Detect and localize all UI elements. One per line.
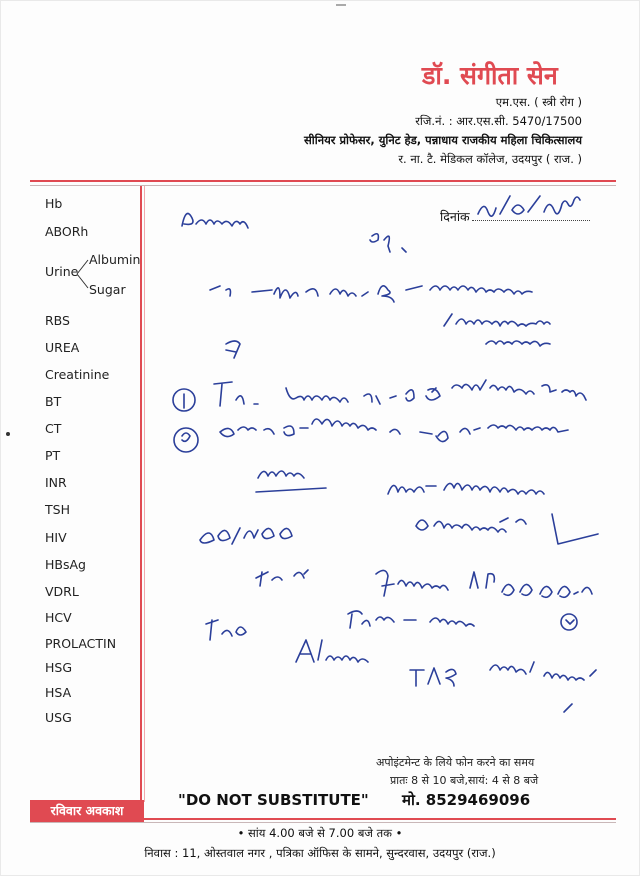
doctor-name: डॉ. संगीता सेन (422, 61, 558, 90)
appointment-info-title: अपोइंटमेन्ट के लिये फोन करने का समय (376, 756, 535, 769)
test-vdrl: VDRL (45, 584, 79, 599)
registration-number: रजि.नं. : आर.एस.सी. 5470/17500 (415, 114, 582, 128)
test-tsh: TSH (45, 502, 70, 517)
test-ct: CT (45, 421, 62, 436)
test-aborh: ABORh (45, 224, 89, 239)
do-not-substitute: "DO NOT SUBSTITUTE" (178, 791, 369, 809)
test-usg: USG (45, 710, 72, 725)
sunday-holiday-badge: रविवार अवकाश (30, 800, 144, 822)
test-bt: BT (45, 394, 62, 409)
test-hcv: HCV (45, 610, 72, 625)
clinic-timing: • सांय 4.00 बजे से 7.00 बजे तक • (237, 826, 403, 840)
test-sugar: Sugar (89, 282, 126, 297)
footer-rule-gray (30, 822, 616, 823)
test-hsg: HSG (45, 660, 73, 675)
college-name: र. ना. टै. मेडिकल कॉलेज, उदयपुर ( राज. ) (398, 152, 582, 166)
test-creatinine: Creatinine (45, 367, 110, 382)
test-prolactin: PROLACTIN (45, 636, 117, 651)
test-hsa: HSA (45, 685, 72, 700)
test-hbsag: HBsAg (45, 557, 86, 572)
residence-address: निवास : 11, ओस्तवाल नगर , पत्रिका ऑफिस के सामने, सुन्दरवास, उदयपुर (राज.) (144, 846, 496, 860)
test-albumin: Albumin (89, 252, 141, 267)
test-pt: PT (45, 448, 61, 463)
test-urea: UREA (45, 340, 80, 355)
date-label: दिनांक (440, 209, 470, 224)
test-hiv: HIV (45, 530, 67, 545)
qualification: एम.एस. ( स्त्री रोग ) (495, 95, 582, 109)
test-hb: Hb (45, 196, 63, 211)
appointment-hours: प्रातः 8 से 10 बजे,सायं: 4 से 8 बजे (390, 774, 539, 787)
footer-rule-red (30, 818, 616, 820)
test-rbs: RBS (45, 313, 70, 328)
designation: सीनियर प्रोफेसर, युनिट हेड, पन्नाधाय राजकीय महिला चिकित्सालय (303, 133, 582, 147)
test-inr: INR (45, 475, 67, 490)
mobile-number: मो. 8529469096 (402, 791, 531, 809)
test-urine: Urine (45, 264, 79, 279)
